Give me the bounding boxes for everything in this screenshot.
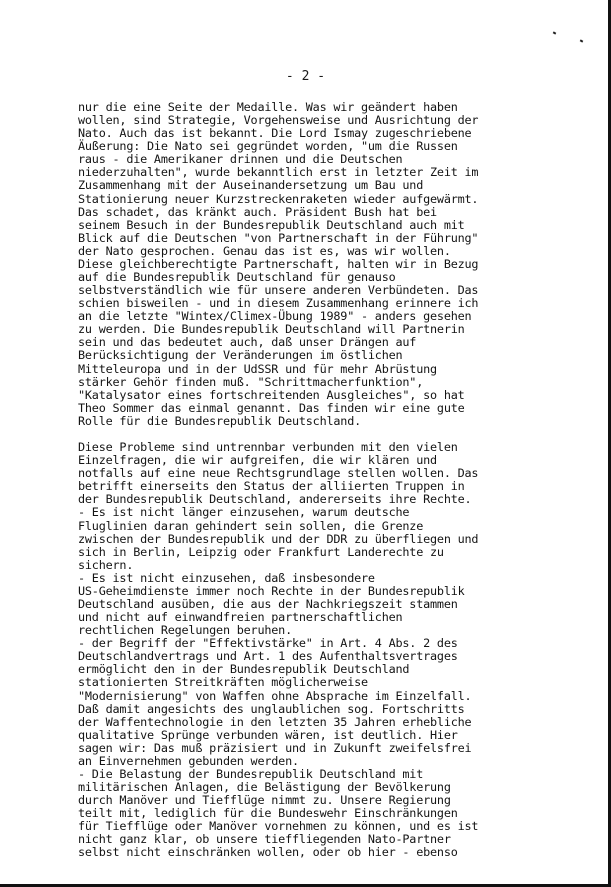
scan-speck [553, 31, 557, 34]
text-line: notfalls auf eine neue Rechtsgrundlage stellen wollen. Das [78, 466, 479, 481]
text-line: ermöglicht den in der Bundesrepublik Deutschland [78, 662, 410, 677]
text-line: Diese gleichberechtigte Partnerschaft, halten wir in Bezug [78, 256, 479, 271]
text-line: zu werden. Die Bundesrepublik Deutschland will Partnerin [78, 322, 465, 337]
text-line: betrifft einerseits den Status der alliierten Truppen in [78, 479, 465, 494]
text-line: "Modernisierung" von Waffen ohne Absprache im Einzelfall. [78, 688, 472, 703]
text-line: Deutschland ausüben, die aus der Nachkriegszeit stammen [78, 596, 458, 611]
text-line: sichern. [78, 557, 134, 572]
body-text [78, 101, 578, 860]
text-line: Stationierung neuer Kurzstreckenraketen wieder aufgewärmt. [78, 191, 479, 206]
text-line: nicht ganz klar, ob unsere tieffliegenden Nato-Partner [78, 832, 451, 847]
text-line: Nato. Auch das ist bekannt. Die Lord Ismay zugeschriebene [78, 126, 472, 141]
text-line: raus - die Amerikaner drinnen und die Deutschen [78, 152, 403, 167]
text-line: der Bundesrepublik Deutschland, andererseits ihre Rechte. [78, 492, 472, 507]
text-line: niederzuhalten", wurde bekanntlich erst in letzter Zeit im [78, 165, 479, 180]
text-line: qualitative Sprünge verbunden wären, ist deutlich. Hier [78, 727, 458, 742]
text-line: Blick auf die Deutschen "von Partnerschaft in der Führung" [78, 230, 479, 245]
text-line: durch Manöver und Tiefflüge nimmt zu. Unsere Regierung [78, 793, 451, 808]
text-line: Einzelfragen, die wir aufgreifen, die wir klären und [78, 453, 437, 468]
text-line: Theo Sommer das einmal genannt. Das finden wir eine gute [78, 400, 465, 415]
text-line: Zusammenhang mit der Auseinandersetzung um Bau und [78, 178, 424, 193]
text-line: militärischen Anlagen, die Belästigung der Bevölkerung [78, 780, 451, 795]
text-line: sich in Berlin, Leipzig oder Frankfurt Landerechte zu [78, 544, 444, 559]
text-line: stationierten Streitkräften möglicherweise [78, 675, 368, 690]
text-line: teilt mit, lediglich für die Bundeswehr Einschränkungen [78, 806, 458, 821]
text-line: Daß damit angesichts des unglaublichen sog. Fortschritts [78, 701, 465, 716]
text-line: seinem Besuch in der Bundesrepublik Deutschland auch mit [78, 217, 465, 232]
text-line: zwischen der Bundesrepublik und der DDR zu überfliegen und [78, 531, 479, 546]
text-line: - Die Belastung der Bundesrepublik Deutschland mit [78, 766, 424, 781]
scan-speck [580, 39, 584, 42]
text-line: - Es ist nicht länger einzusehen, warum deutsche [78, 505, 410, 520]
text-line: Fluglinien daran gehindert sein sollen, die Grenze [78, 518, 424, 533]
text-line: Diese Probleme sind untrennbar verbunden mit den vielen [78, 440, 458, 455]
text-line: an Einvernehmen gebunden werden. [78, 753, 299, 768]
text-line: Äußerung: Die Nato sei gegründet worden, "um die Russen [78, 139, 458, 154]
text-line: Mitteleuropa und in der UdSSR und für mehr Abrüstung [78, 361, 437, 376]
text-line: Das schadet, das kränkt auch. Präsident Bush hat bei [78, 204, 437, 219]
text-line: der Waffentechnologie in den letzten 35 Jahren erhebliche [78, 714, 472, 729]
text-line: sein und das bedeutet auch, daß unser Drängen auf [78, 335, 417, 350]
text-line: für Tiefflüge oder Manöver vornehmen zu können, und es ist [78, 819, 479, 834]
page-number: - 2 - [285, 69, 326, 84]
text-line: rechtlichen Regelungen beruhen. [78, 623, 292, 638]
text-line: sagen wir: Das muß präzisiert und in Zukunft zweifelsfrei [78, 740, 472, 755]
text-line: US-Geheimdienste immer noch Rechte in der Bundesrepublik [78, 583, 465, 598]
text-line: schien bisweilen - und in diesem Zusammenhang erinnere ich [78, 296, 479, 311]
text-line: nur die eine Seite der Medaille. Was wir geändert haben [78, 100, 458, 114]
text-line: "Katalysator eines fortschreitenden Ausgleiches", so hat [78, 387, 465, 402]
text-line: selbst nicht einschränken wollen, oder ob hier - ebenso [78, 845, 458, 860]
text-line: Rolle für die Bundesrepublik Deutschland. [78, 413, 361, 428]
text-line: an die letzte "Wintex/Climex-Übung 1989" - anders gesehen [78, 309, 472, 324]
text-line: - Es ist nicht einzusehen, daß insbesondere [78, 570, 375, 585]
text-line: - der Begriff der "Effektivstärke" in Art. 4 Abs. 2 des [78, 636, 458, 651]
text-line: selbstverständlich wie für unsere anderen Verbündeten. Das [78, 283, 479, 298]
text-line: stärker Gehör finden muß. "Schrittmacherfunktion", [78, 374, 424, 389]
text-line: auf die Bundesrepublik Deutschland für genauso [78, 270, 396, 285]
text-line: Berücksichtigung der Veränderungen im östlichen [78, 348, 403, 363]
text-line: wollen, sind Strategie, Vorgehensweise und Ausrichtung der [78, 113, 479, 128]
text-line: der Nato gesprochen. Genau das ist es, was wir wollen. [78, 243, 451, 258]
text-line: und nicht auf einwandfreien partnerschaftlichen [78, 610, 403, 625]
text-line: Deutschlandvertrags und Art. 1 des Aufenthaltsvertrages [78, 649, 458, 664]
